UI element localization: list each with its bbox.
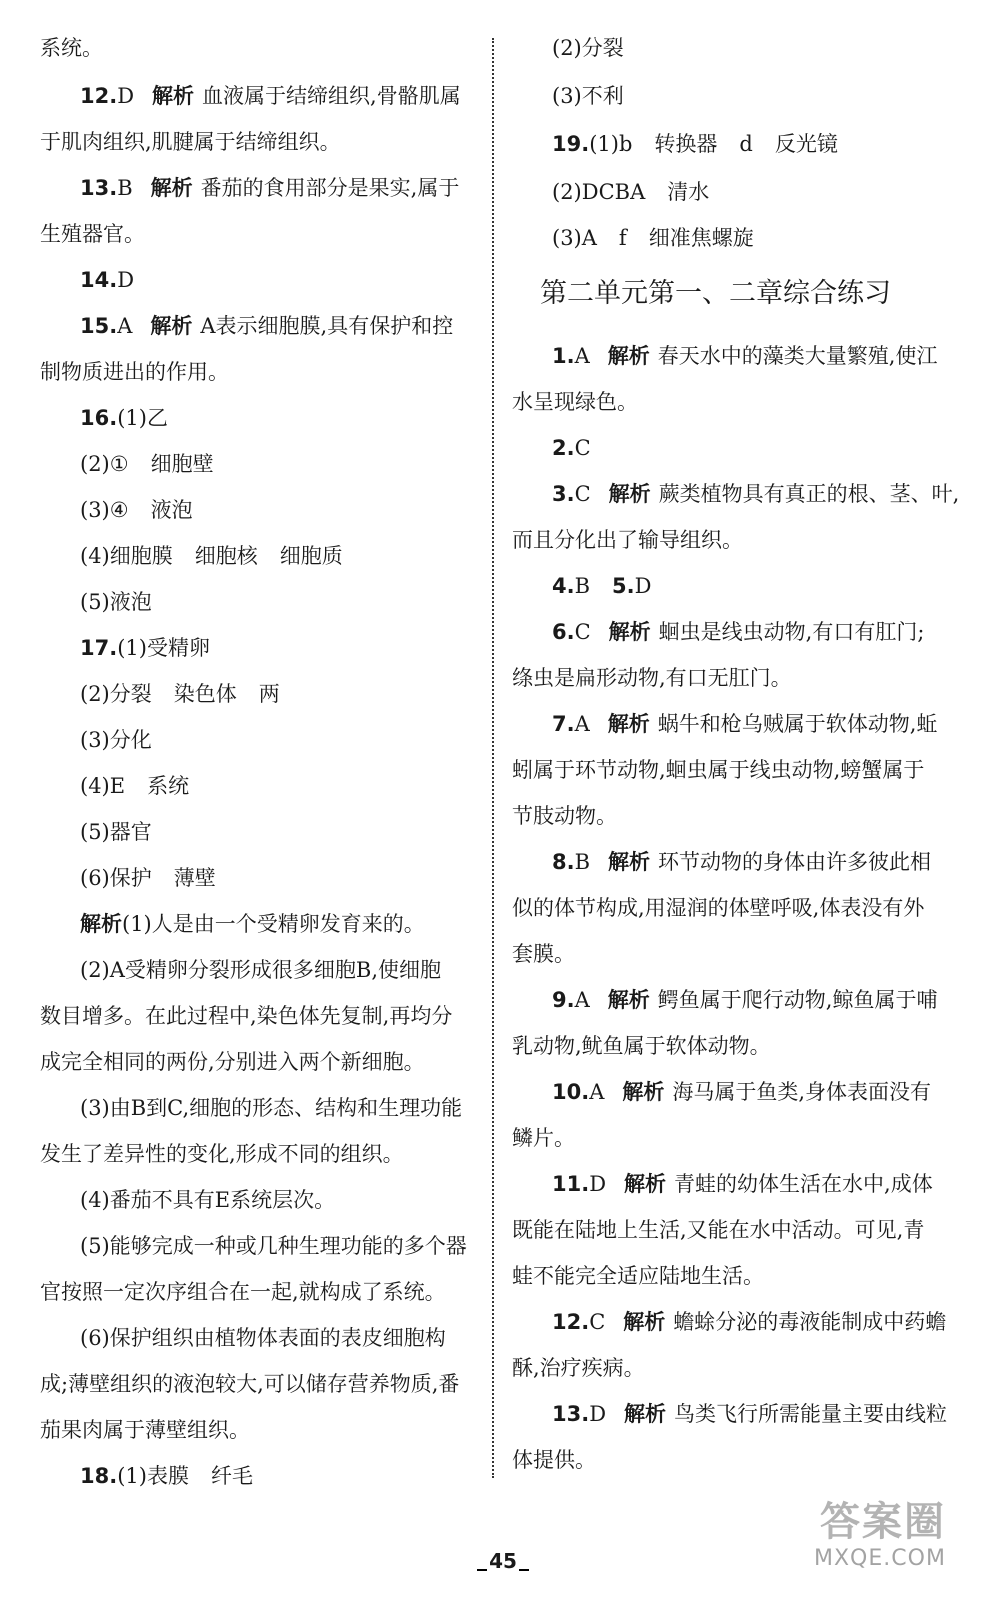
answer-18: 18.(1)表膜 纤毛 <box>80 1464 253 1488</box>
watermark-logo <box>800 1490 990 1590</box>
answer-3: 3.C 解析 蕨类植物具有真正的根、茎、叶, <box>552 482 960 506</box>
text-line: 乳动物,鱿鱼属于软体动物。 <box>512 1034 771 1058</box>
answer-1: 1.A 解析 春天水中的藻类大量繁殖,使江 <box>552 344 938 368</box>
answer-17-6: (6)保护 薄壁 <box>80 866 216 890</box>
answer-12: 12.D 解析 血液属于结缔组织,骨骼肌属 <box>80 84 461 108</box>
answer-14: 14.D <box>80 268 135 292</box>
text-line: 蛙不能完全适应陆地生活。 <box>512 1264 764 1288</box>
text-line: 绦虫是扁形动物,有口无肛门。 <box>512 666 792 690</box>
answer-7: 7.A 解析 蜗牛和枪乌贼属于软体动物,蚯 <box>552 712 938 736</box>
text-line: 系统。 <box>40 36 103 60</box>
answer-17-3: (3)分化 <box>80 728 152 752</box>
text-line: 茄果肉属于薄壁组织。 <box>40 1418 250 1442</box>
answer-15: 15.A 解析 A表示细胞膜,具有保护和控 <box>80 314 454 338</box>
answer-13: 13.B 解析 番茄的食用部分是果实,属于 <box>80 176 460 200</box>
text-line: 成完全相同的两份,分别进入两个新细胞。 <box>40 1050 425 1074</box>
text-line: 蚓属于环节动物,蛔虫属于线虫动物,螃蟹属于 <box>512 758 925 782</box>
answer-6: 6.C 解析 蛔虫是线虫动物,有口有肛门; <box>552 620 925 644</box>
answer-16-3: (3)④ 液泡 <box>80 498 193 522</box>
answer-16-5: (5)液泡 <box>80 590 152 614</box>
answer-17: 17.(1)受精卵 <box>80 636 210 660</box>
section-heading: 第二单元第一、二章综合练习 <box>540 278 891 309</box>
answer-2: 2.C <box>552 436 591 460</box>
text-line: 既能在陆地上生活,又能在水中活动。可见,青 <box>512 1218 925 1242</box>
answer-18-3: (3)不利 <box>552 84 624 108</box>
column-divider <box>492 38 494 1478</box>
text-line: 体提供。 <box>512 1448 596 1472</box>
text-line: (2)A受精卵分裂形成很多细胞B,使细胞 <box>80 958 442 982</box>
watermark-url: MXQE.COM <box>814 1546 946 1571</box>
text-line: (5)能够完成一种或几种生理功能的多个器 <box>80 1234 467 1258</box>
text-line: 官按照一定次序组合在一起,就构成了系统。 <box>40 1280 446 1304</box>
answer-19-3: (3)A f 细准焦螺旋 <box>552 226 754 250</box>
text-line: 鳞片。 <box>512 1126 575 1150</box>
text-line: 成;薄壁组织的液泡较大,可以储存营养物质,番 <box>40 1372 460 1396</box>
text-line: 制物质进出的作用。 <box>40 360 229 384</box>
answer-19: 19.(1)b 转换器 d 反光镜 <box>552 132 838 156</box>
answer-10: 10.A 解析 海马属于鱼类,身体表面没有 <box>552 1080 932 1104</box>
explanation-17: 解析(1)人是由一个受精卵发育来的。 <box>80 912 425 936</box>
page-number: 45 <box>473 1549 533 1573</box>
answer-18-2: (2)分裂 <box>552 36 624 60</box>
answer-13: 13.D 解析 鸟类飞行所需能量主要由线粒 <box>552 1402 948 1426</box>
text-line: 套膜。 <box>512 942 575 966</box>
answer-16: 16.(1)乙 <box>80 406 168 430</box>
answer-12: 12.C 解析 蟾蜍分泌的毒液能制成中药蟾 <box>552 1310 947 1334</box>
text-line: 而且分化出了输导组织。 <box>512 528 743 552</box>
answer-16-4: (4)细胞膜 细胞核 细胞质 <box>80 544 343 568</box>
text-line: 似的体节构成,用湿润的体壁呼吸,体表没有外 <box>512 896 925 920</box>
text-line: 发生了差异性的变化,形成不同的组织。 <box>40 1142 404 1166</box>
answer-9: 9.A 解析 鳄鱼属于爬行动物,鲸鱼属于哺 <box>552 988 938 1012</box>
answer-19-2: (2)DCBA 清水 <box>552 180 710 204</box>
text-line: (6)保护组织由植物体表面的表皮细胞构 <box>80 1326 446 1350</box>
text-line: 生殖器官。 <box>40 222 145 246</box>
text-line: 酥,治疗疾病。 <box>512 1356 645 1380</box>
text-line: 水呈现绿色。 <box>512 390 638 414</box>
text-line: (3)由B到C,细胞的形态、结构和生理功能 <box>80 1096 463 1120</box>
text-line: 节肢动物。 <box>512 804 617 828</box>
answer-16-2: (2)① 细胞壁 <box>80 452 214 476</box>
answer-11: 11.D 解析 青蛙的幼体生活在水中,成体 <box>552 1172 933 1196</box>
answer-17-4: (4)E 系统 <box>80 774 190 798</box>
text-line: 数目增多。在此过程中,染色体先复制,再均分 <box>40 1004 453 1028</box>
answer-4-5: 4.B 5.D <box>552 574 652 598</box>
answer-17-5: (5)器官 <box>80 820 152 844</box>
watermark-text: 答案圈 <box>820 1499 946 1545</box>
text-line: (4)番茄不具有E系统层次。 <box>80 1188 336 1212</box>
answer-8: 8.B 解析 环节动物的身体由许多彼此相 <box>552 850 932 874</box>
text-line: 于肌肉组织,肌腱属于结缔组织。 <box>40 130 341 154</box>
answer-17-2: (2)分裂 染色体 两 <box>80 682 280 706</box>
